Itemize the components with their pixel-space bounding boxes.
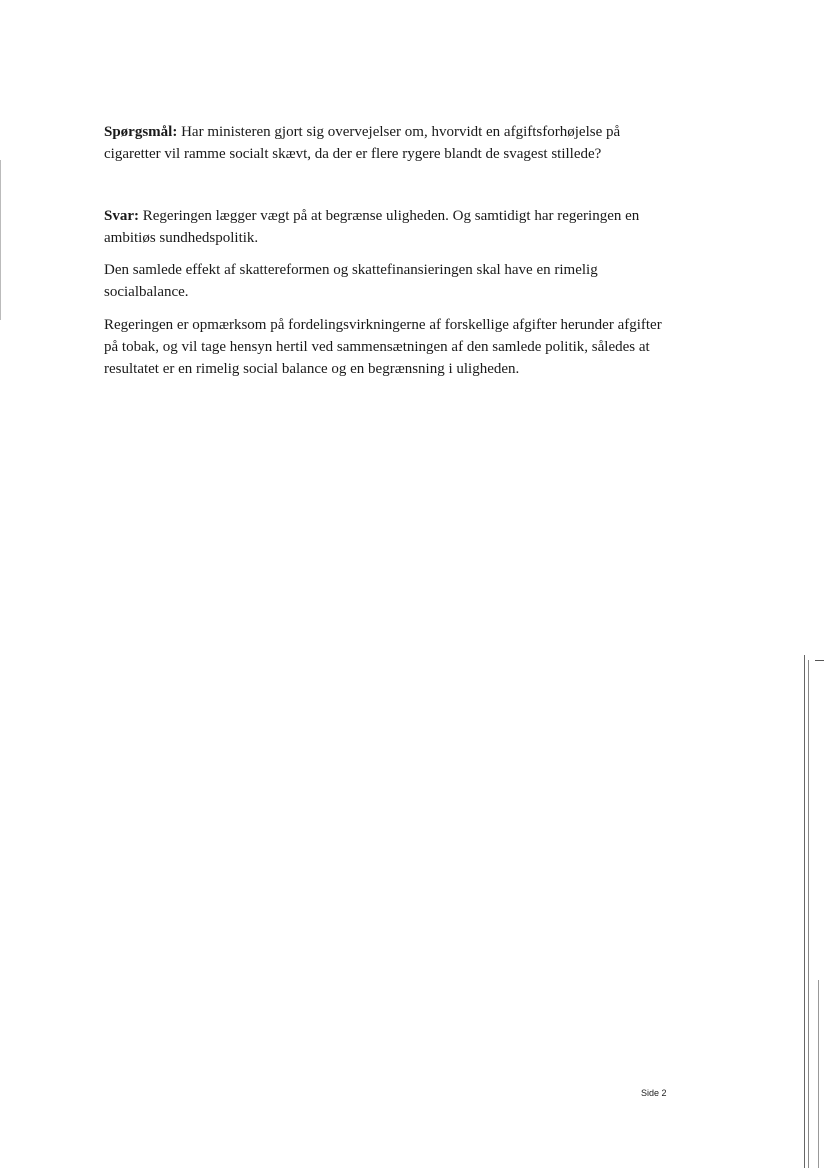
scan-edge-line [0,160,1,320]
scan-edge-line [808,660,809,1168]
body-paragraph-2: Regeringen er opmærksom på fordelingsvirkningerne af forskellige afgifter herunder afgifter på tobak, og vil tage hensyn hertil ved sammensætningen af den samlede politik, således at resultatet er en rimelig social balance og en begrænsning i uligheden. [104,317,662,377]
question-label: Spørgsmål: [104,124,178,140]
question-paragraph [104,121,679,165]
scan-edge-line [818,980,819,1168]
answer-text: Regeringen lægger vægt på at begrænse uligheden. Og samtidigt har regeringen en ambitiøs sundhedspolitik. [104,208,640,246]
answer-paragraph [104,205,679,249]
scan-edge-line [815,660,824,661]
question-text: Har ministeren gjort sig overvejelser om, hvorvidt en afgiftsforhøjelse på cigaretter vil ramme socialt skævt, da der er flere rygere blandt de svagest stillede? [104,124,621,162]
scan-edge-line [804,655,805,1168]
page-number: Side 2 [641,1088,667,1098]
body-paragraph-1: Den samlede effekt af skattereformen og skattefinansieringen skal have en rimelig socialbalance. [104,262,598,300]
answer-label: Svar: [104,208,139,224]
